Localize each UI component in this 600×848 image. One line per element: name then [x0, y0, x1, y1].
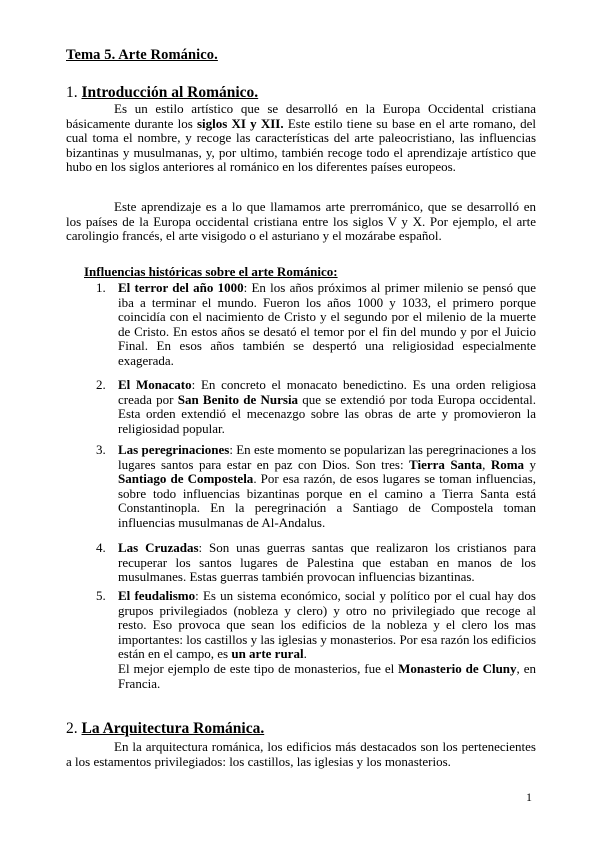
influences-subheading: Influencias históricas sobre el arte Románico: [84, 264, 338, 279]
item-5-extra-paragraph: El mejor ejemplo de este tipo de monasterios, fue el Monasterio de Cluny, en Francia. [118, 660, 536, 691]
intro-paragraph-2: Este aprendizaje es a lo que llamamos arte prerrománico, que se desarrolló en los países de la Europa occidental cristiana entre los siglos V y X. Por ejemplo, el arte carolingio francés, el arte visigodo o el asturiano y el mozárabe español. [66, 199, 536, 244]
section-1-number: 1. [66, 84, 78, 101]
item-number: 4. [96, 540, 106, 555]
section-1-heading [66, 84, 258, 102]
item-number: 1. [96, 280, 106, 295]
page-number: 1 [526, 790, 532, 804]
item-term: Las peregrinaciones [118, 442, 230, 457]
document-title: Tema 5. Arte Románico. [66, 47, 218, 63]
item-number: 2. [96, 377, 106, 392]
item-term: Las Cruzadas [118, 540, 199, 555]
influence-item-3: 3. Las peregrinaciones: En este momento se popularizan las peregrinaciones a los lugares santos para estar en paz con Dios. Son tres: Tierra Santa, Roma y Santiago de Compostela. Por esa razón, de esos lugares se toman influencias, sobre todo influencias bizantinas porque en el camino a Tierra Santa está Constantinopla. En la peregrinación a Santiago de Compostela toman influencias musulmanas de Al-Andalus. [96, 442, 537, 530]
influence-item-1: 1. El terror del año 1000: En los años próximos al primer milenio se pensó que iba a terminar el mundo. Fueron los años 1000 y 1033, el primero porque coincidía con el nacimiento de Cristo y el segundo por el milenio de la muerte de Cristo. En estos años se desató el temor por el fin del mundo y por el Juicio Final. En esos años también se despertó una religiosidad especialmente exagerada. [96, 280, 536, 368]
architecture-paragraph: En la arquitectura románica, los edificios más destacados son los pertenecientes a los estamentos privilegiados: los castillos, las iglesias y los monasterios. [66, 739, 536, 769]
emphasis-siglos: siglos XI y XII. [196, 115, 284, 131]
section-2-title: La Arquitectura Románica. [81, 720, 265, 737]
item-term: El Monacato [118, 377, 192, 392]
section-2-number: 2. [66, 720, 78, 737]
influence-item-2: 2. El Monacato: En concreto el monacato benedictino. Es una orden religiosa creada por San Benito de Nursia que se extendió por toda Europa occidental. Esta orden extendió el mecenazgo sobre las obras de arte y promovieron la religiosidad popular. [96, 377, 536, 436]
item-number: 3. [96, 442, 106, 457]
influence-item-5: 5. El feudalismo: Es un sistema económico, social y político por el cual hay dos grupos privilegiados (nobleza y clero) y otro no privilegiado que recoge al resto. Eso provoca que sean los edificios de la nobleza y el clero los mas importantes: los castillos y las iglesias y monasterios. Por esa razón los edificios están en el campo, es un arte rural. El mejor ejemplo de este tipo de monasterios, fue el Monasterio de Cluny, en Francia. [96, 588, 536, 691]
section-1-title: Introducción al Románico. [81, 84, 259, 101]
intro-paragraph-1: Es un estilo artístico que se desarrolló en la Europa Occidental cristiana básicamente durante los siglos XI y XII. Este estilo tiene su base en el arte romano, del cual toma el nombre, y recoge las características del arte paleocristiano, las influencias bizantinas y musulmanas, y, por ultimo, también recoge todo el aprendizaje artístico que hubo en los siglos anteriores al románico en los diferentes países europeos. [66, 101, 537, 175]
item-term: El terror del año 1000 [118, 280, 244, 295]
influence-item-4: 4. Las Cruzadas: Son unas guerras santas que realizaron los cristianos para recuperar los santos lugares de Palestina que estaban en manos de los musulmanes. Estas guerras también provocan influencias bizantinas. [96, 540, 536, 585]
item-term: El feudalismo [118, 588, 196, 603]
item-number: 5. [96, 588, 106, 603]
section-2-heading [66, 720, 264, 738]
